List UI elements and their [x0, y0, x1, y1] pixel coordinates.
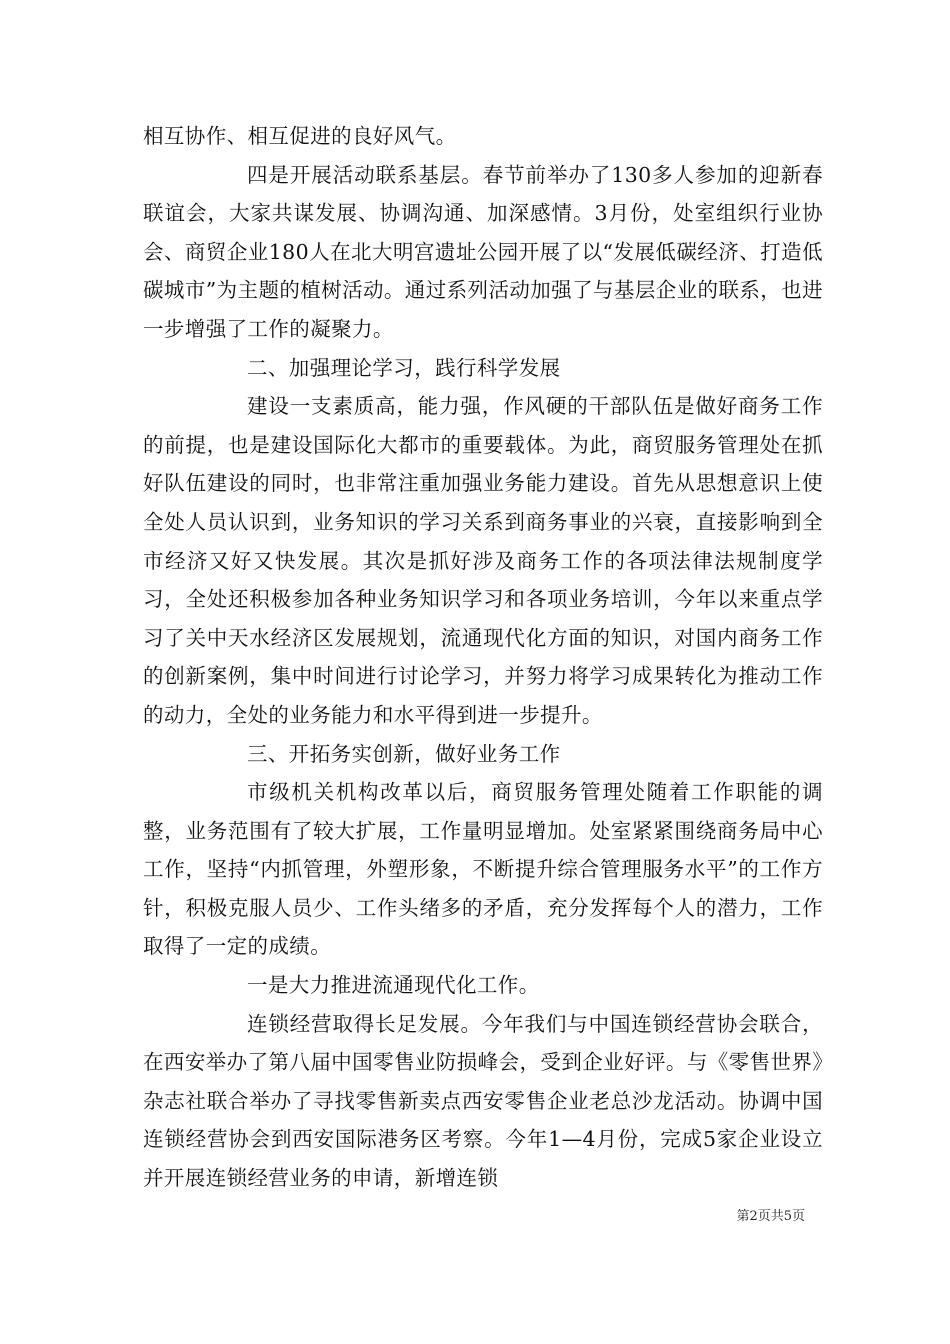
subheading-modernization: 一是大力推进流通现代化工作。 [247, 973, 540, 998]
paragraph-activities: 四是开展活动联系基层。春节前举办了130多人参加的迎新春联谊会，大家共谋发展、协调沟通、加深感情。3月份，处室组织行业协会、商贸企业180人在北大明宫遗址公园开展了以“发展低碳经济、打造低碳城市”为主题的植树活动。通过系列活动加强了与基层企业的联系，也进一步增强了工作的凝聚力。 [143, 162, 823, 341]
body-text [143, 117, 823, 1198]
paragraph-study: 建设一支素质高，能力强，作风硬的干部队伍是做好商务工作的前提，也是建设国际化大都市的重要载体。为此，商贸服务管理处在抓好队伍建设的同时，也非常注重加强业务能力建设。首先从思想意识上使全处人员认识到，业务知识的学习关系到商务事业的兴衰，直接影响到全市经济又好又快发展。其次是抓好涉及商务工作的各项法律法规制度学习，全处还积极参加各种业务知识学习和各项业务培训，今年以来重点学习了关中天水经济区发展规划，流通现代化方面的知识，对国内商务工作的创新案例，集中时间进行讨论学习，并努力将学习成果转化为推动工作的动力，全处的业务能力和水平得到进一步提升。 [143, 394, 823, 727]
paragraph-reform: 市级机关机构改革以后，商贸服务管理处随着工作职能的调整，业务范围有了较大扩展，工作量明显增加。处室紧紧围绕商务局中心工作，坚持“内抓管理，外塑形象，不断提升综合管理服务水平”的工作方针，积极克服人员少、工作头绪多的矛盾，充分发挥每个人的潜力，工作取得了一定的成绩。 [143, 780, 823, 959]
section-heading-3: 三、开拓务实创新，做好业务工作 [247, 741, 561, 766]
paragraph-continuation: 相互协作、相互促进的良好风气。 [143, 124, 457, 148]
page-number: 第2页共5页 [736, 1209, 805, 1224]
paragraph-chain: 连锁经营取得长足发展。今年我们与中国连锁经营协会联合，在西安举办了第八届中国零售业防损峰会，受到企业好评。与《零售世界》杂志社联合举办了寻找零售新卖点西安零售企业老总沙龙活动。协调中国连锁经营协会到西安国际港务区考察。今年1—4月份，完成5家企业设立并开展连锁经营业务的申请，新增连锁 [143, 1011, 823, 1191]
section-heading-2: 二、加强理论学习，践行科学发展 [247, 355, 561, 380]
